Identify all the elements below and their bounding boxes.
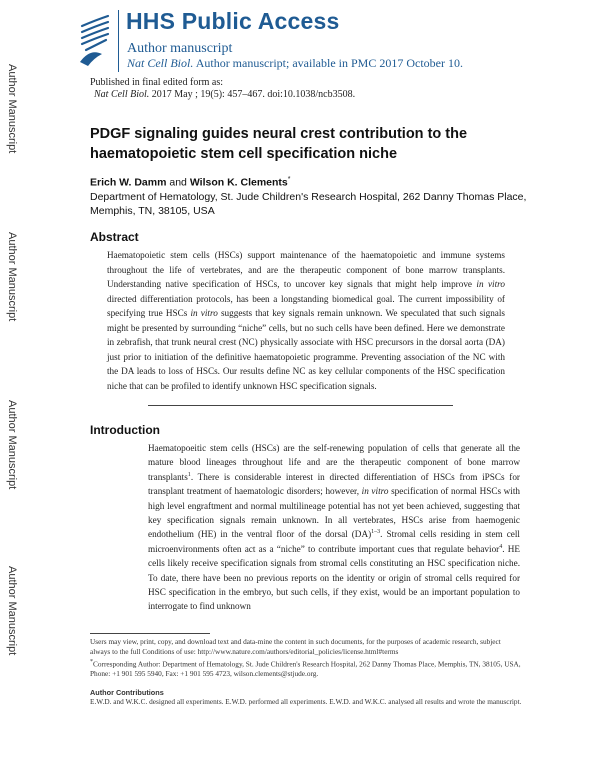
citation-journal: Nat Cell Biol. [94,89,150,100]
abstract-italic: in vitro [476,279,505,289]
author-list [90,176,290,189]
contributions-heading: Author Contributions [90,688,164,697]
citation-line [94,89,355,100]
author-name: Wilson K. Clements [189,176,288,189]
corresponding-mark: * [90,659,94,665]
published-label: Published in final edited form as: [90,77,224,88]
author-manuscript-label: Author manuscript [127,41,233,56]
intro-italic: in vitro [361,486,389,497]
introduction-heading: Introduction [90,423,160,437]
author-conjunction: and [169,176,187,189]
sidebar-label-author-manuscript: Author Manuscript [6,232,18,322]
corresponding-mark: * [287,176,291,183]
journal-name: Nat Cell Biol. [127,56,194,70]
citation-details: 2017 May ; 19(5): 457–467. doi:10.1038/ncb3508. [151,89,356,100]
abstract-italic: in vitro [190,308,218,318]
introduction-text [148,441,520,614]
abstract-part: suggests that key signals remain unknown. We speculated that such signals might be presented by surrounding “niche” cells, but no such cells have been defined. Here we demonstrate in zebrafish, that trunk neural crest (NC) physically associate with HSC precursors in the dorsal aorta (DA) just prior to initiation of the definitive haematopoietic programme. Preventing association of the NC with the DA leads to loss of HSCs. Our results define NC as key cellular components of the HSC specification niche that can be profiled to identify unknown HSC specification signals. [107,308,505,391]
author-name: Erich W. Damm [90,176,167,189]
affiliation: Department of Hematology, St. Jude Children's Research Hospital, 262 Danny Thomas Place, Memphis, TN, 38105, USA [90,191,527,217]
hhs-public-access-title: HHS Public Access [126,8,340,34]
citation-ref[interactable]: 4 [499,543,503,550]
sidebar-label-author-manuscript: Author Manuscript [6,64,18,154]
contributions-text: E.W.D. and W.K.C. designed all experiments. E.W.D. performed all experiments. E.W.D. and W.K.C. analysed all results and wrote the manuscript. [90,697,522,706]
abstract-part: directed differentiation protocols, has been a longstanding biomedical goal. The current impossibility of specifying true HSCs [107,293,505,318]
corresponding-text: Corresponding Author: Department of Hematology, St. Jude Children's Research Hospital, 262 Danny Thomas Place, Memphis, TN, 38105, USA, Phone: +1 901 595 5940, Fax: +1 901 595 4723, wilson.clements@stjude.org. [90,659,521,679]
corresponding-footnote [90,658,522,679]
paper-title: PDGF signaling guides neural crest contribution to the haematopoietic stem cell specification niche [90,126,468,162]
citation-ref[interactable]: 1–3 [371,529,381,536]
availability-text: Author manuscript; available in PMC 2017 October 10. [195,56,463,70]
terms-footnote: Users may view, print, copy, and download text and data-mine the content in such documents, for the purposes of academic research, subject always to the full Conditions of use: http://www.nature.com/authors/editorial_policies/license.html#terms [90,637,501,656]
abstract-heading: Abstract [90,230,139,244]
intro-part: specification of normal HSCs with high level engraftment and normal multilineage potential has not yet been achieved, suggesting that key specification signals remain unknown. In all vertebrates, HSCs arise from haemogenic endothelium (HE) in the ventral floor of the dorsal (DA) [148,486,521,540]
abstract-divider [148,405,453,406]
intro-part: Haematopoeitic stem cells (HSCs) are the self-renewing population of cells that generate all the mature blood lineages throughout life and are the therapeutic component of bone marrow transplants [148,443,520,482]
abstract-part: Haematopoietic stem cells (HSCs) support maintenance of the haematopoietic and immune systems throughout the life of vertebrates, and are the therapeutic component of bone marrow transplants. Understanding native specification of HSCs, to uncover key signals that might help improve [107,250,505,289]
sidebar-label-author-manuscript: Author Manuscript [6,566,18,656]
intro-part: . HE cells likely receive specification signals from stromal cells constituting an HSC specification niche. To date, there have been no previous reports on the identity or origin of stromal cells required for HSC specification in the embryo, but such cells, if they exist, would be an important population to interrogate to find unknown [148,543,521,612]
availability-line [127,56,463,71]
abstract-text [107,248,505,393]
hhs-eagle-logo-icon [76,10,112,68]
intro-part: . Stromal cells residing in stem cell microenvironments often act as a “niche” to contribute important cues that regulate behavior [148,529,520,554]
sidebar-label-author-manuscript: Author Manuscript [6,400,18,490]
citation-ref[interactable]: 1 [187,471,191,478]
footnote-divider [90,633,210,634]
header-divider [118,10,119,72]
intro-part: . There is considerable interest in directed differentiation of HSCs from iPSCs for transplant treatment of haematologic disorders; however, [148,471,520,497]
